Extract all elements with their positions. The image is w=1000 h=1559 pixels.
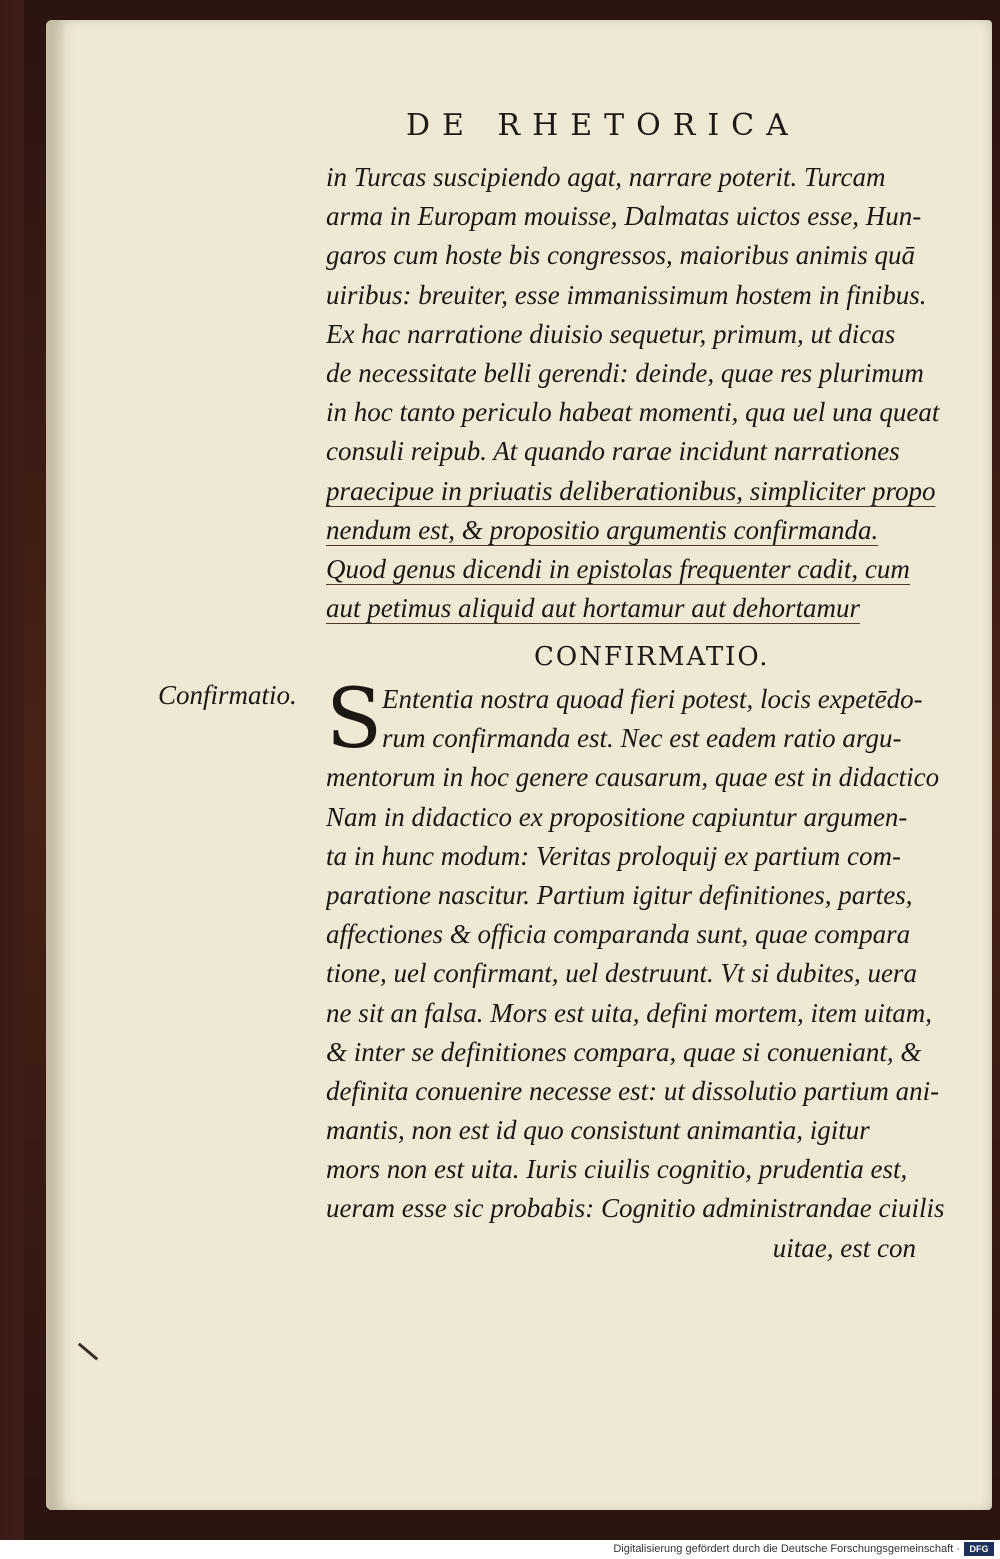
text-line: Ententia nostra quoad fieri potest, locis expetēdo- [382,684,923,714]
text-line: uiribus: breuiter, esse immanissimum hostem in finibus. [326,279,927,310]
text-line: mantis, non est id quo consistunt animantia, igitur [326,1115,870,1146]
text-line: ne sit an falsa. Mors est uita, defini mortem, item uitam, [326,997,932,1028]
text-line: mors non est uita. Iuris ciuilis cognitio, prudentia est, [326,1154,908,1185]
text-line: tione, uel confirmant, uel destruunt. Vt si dubites, uera [326,958,917,989]
drop-cap: S [326,672,383,767]
text-line: mentorum in hoc genere causarum, quae est in didactico [326,762,940,793]
paragraph-confirmatio [326,672,946,1268]
text-line: garos cum hoste bis congressos, maioribus animis quā [326,240,916,271]
dfg-logo-icon: DFG [964,1542,994,1556]
text-line: rum confirmanda est. Nec est eadem ratio argu- [382,723,902,754]
book-page [46,20,992,1510]
running-head: DE RHETORICA [406,108,800,143]
text-line: Nam in didactico ex propositione capiuntur argumen- [326,801,908,832]
text-line: de necessitate belli gerendi: deinde, quae res plurimum [326,357,924,388]
margin-note: Confirmatio. [158,680,297,710]
catchword-line: uitae, est con [772,1232,916,1263]
text-line-underlined: Quod genus dicendi in epistolas frequenter cadit, cum [326,553,910,584]
text-line: ueram esse sic probabis: Cognitio administrandae ciuilis [326,1193,945,1224]
text-line: in Turcas suscipiendo agat, narrare poterit. Turcam [326,162,886,192]
text-line: arma in Europam mouisse, Dalmatas uictos esse, Hun- [326,201,922,232]
text-line: & inter se definitiones compara, quae si conueniant, & [326,1036,922,1067]
text-line: consuli reipub. At quando rarae incidunt narrationes [326,436,900,467]
paragraph-narratio [326,158,946,628]
text-line: Ex hac narratione diuisio sequetur, primum, ut dicas [326,318,896,349]
text-line: paratione nascitur. Partium igitur definitiones, partes, [326,879,913,910]
text-line: in hoc tanto periculo habeat momenti, qua uel una queat [326,397,940,428]
text-line: affectiones & officia comparanda sunt, quae compara [326,919,911,950]
ink-mark [78,1343,98,1361]
text-line-underlined: aut petimus aliquid aut hortamur aut dehortamur [326,593,861,624]
text-line: definita conuenire necesse est: ut dissolutio partium ani- [326,1075,940,1106]
section-heading: CONFIRMATIO. [534,642,770,672]
text-line-underlined: praecipue in priuatis deliberationibus, simpliciter propo [326,475,936,506]
text-line: ta in hunc modum: Veritas proloquij ex partium com- [326,840,901,871]
text-line-underlined: nendum est, & propositio argumentis confirmanda. [326,514,879,545]
footer-credit: Digitalisierung gefördert durch die Deutsche Forschungsgemeinschaft · [613,1543,960,1555]
